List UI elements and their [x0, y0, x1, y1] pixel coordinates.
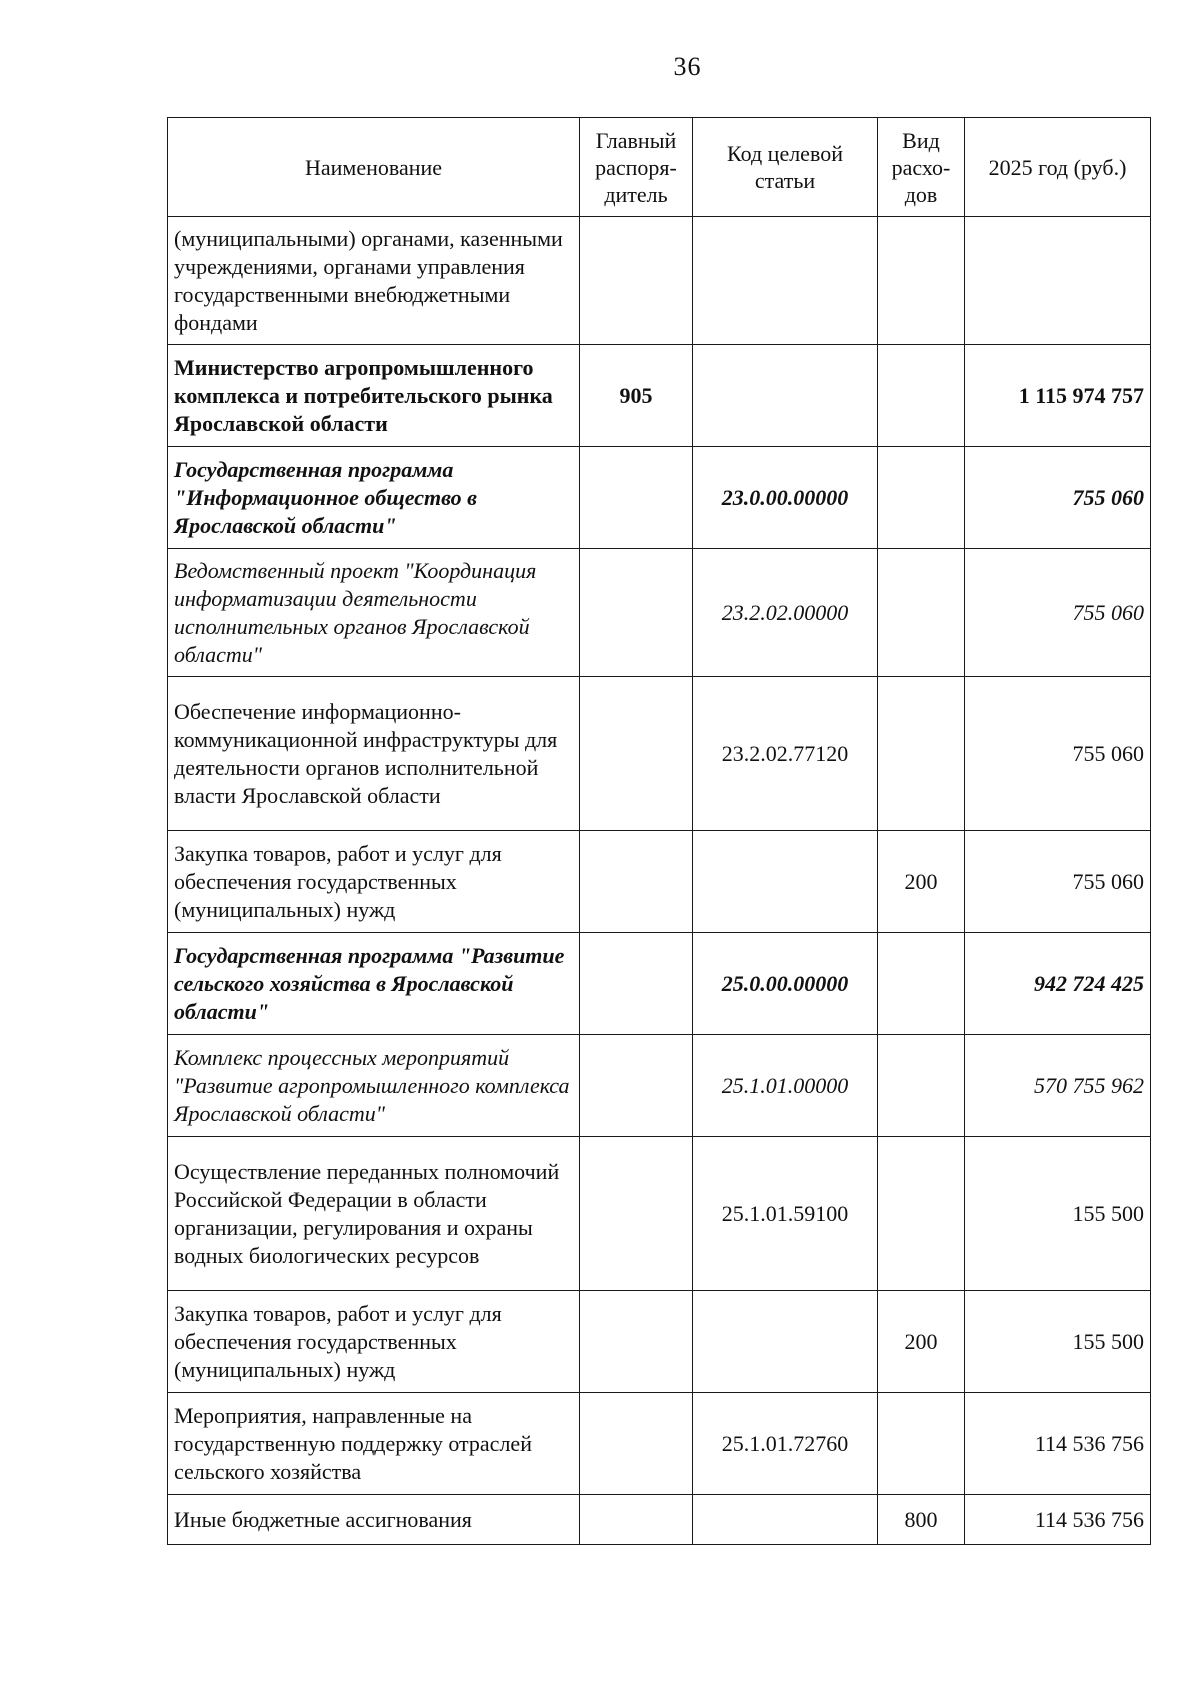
- cell-expense-type: 800: [878, 1495, 965, 1545]
- table-row: [168, 677, 1151, 831]
- cell-target-code: 25.1.01.00000: [693, 1035, 878, 1137]
- table-row: [168, 1495, 1151, 1545]
- cell-amount: 755 060: [965, 447, 1151, 549]
- cell-target-code: 25.1.01.72760: [693, 1393, 878, 1495]
- table-row: [168, 1291, 1151, 1393]
- cell-name: Комплекс процессных мероприятий "Развитие агропромышленного комплекса Ярославской области": [168, 1035, 580, 1137]
- cell-target-code: 23.0.00.00000: [693, 447, 878, 549]
- cell-expense-type: 200: [878, 1291, 965, 1393]
- cell-expense-type: [878, 677, 965, 831]
- table-row: [168, 345, 1151, 447]
- cell-expense-type: [878, 447, 965, 549]
- cell-expense-type: [878, 345, 965, 447]
- cell-target-code: 23.2.02.00000: [693, 549, 878, 677]
- cell-name: Мероприятия, направленные на государственную поддержку отраслей сельского хозяйства: [168, 1393, 580, 1495]
- cell-target-code: 25.1.01.59100: [693, 1137, 878, 1291]
- table-row: [168, 933, 1151, 1035]
- cell-chief-admin: [580, 677, 693, 831]
- table-row: [168, 1393, 1151, 1495]
- cell-target-code: [693, 217, 878, 345]
- cell-target-code: [693, 1495, 878, 1545]
- cell-target-code: [693, 1291, 878, 1393]
- cell-amount: 155 500: [965, 1137, 1151, 1291]
- cell-target-code: 23.2.02.77120: [693, 677, 878, 831]
- cell-amount: 114 536 756: [965, 1495, 1151, 1545]
- header-expense-type: Вид расхо-дов: [878, 118, 965, 217]
- table-header-row: [168, 118, 1151, 217]
- cell-chief-admin: [580, 447, 693, 549]
- cell-expense-type: [878, 1137, 965, 1291]
- cell-chief-admin: [580, 549, 693, 677]
- cell-amount: 1 115 974 757: [965, 345, 1151, 447]
- cell-name: Государственная программа "Информационное общество в Ярославской области": [168, 447, 580, 549]
- header-amount: 2025 год (руб.): [965, 118, 1151, 217]
- cell-chief-admin: [580, 1291, 693, 1393]
- header-target-code: Код целевой статьи: [693, 118, 878, 217]
- cell-target-code: 25.0.00.00000: [693, 933, 878, 1035]
- cell-chief-admin: [580, 1393, 693, 1495]
- cell-chief-admin: [580, 1137, 693, 1291]
- table-row: [168, 831, 1151, 933]
- table-row: [168, 217, 1151, 345]
- budget-table: [167, 117, 1151, 1545]
- cell-expense-type: [878, 1035, 965, 1137]
- cell-amount: 570 755 962: [965, 1035, 1151, 1137]
- cell-name: Обеспечение информационно-коммуникационной инфраструктуры для деятельности органов исполнительной власти Ярославской области: [168, 677, 580, 831]
- cell-chief-admin: [580, 831, 693, 933]
- cell-amount: 755 060: [965, 549, 1151, 677]
- cell-chief-admin: 905: [580, 345, 693, 447]
- table-row: [168, 447, 1151, 549]
- cell-amount: 114 536 756: [965, 1393, 1151, 1495]
- cell-name: Иные бюджетные ассигнования: [168, 1495, 580, 1545]
- cell-name: Министерство агропромышленного комплекса и потребительского рынка Ярославской области: [168, 345, 580, 447]
- cell-expense-type: [878, 933, 965, 1035]
- table-row: [168, 1035, 1151, 1137]
- cell-expense-type: [878, 549, 965, 677]
- cell-amount: 155 500: [965, 1291, 1151, 1393]
- cell-amount: 755 060: [965, 831, 1151, 933]
- cell-name: Ведомственный проект "Координация информатизации деятельности исполнительных органов Ярославской области": [168, 549, 580, 677]
- cell-chief-admin: [580, 217, 693, 345]
- header-name: Наименование: [168, 118, 580, 217]
- cell-amount: [965, 217, 1151, 345]
- cell-amount: 755 060: [965, 677, 1151, 831]
- cell-chief-admin: [580, 1035, 693, 1137]
- cell-name: (муниципальными) органами, казенными учреждениями, органами управления государственными внебюджетными фондами: [168, 217, 580, 345]
- page-number: 36: [673, 52, 702, 81]
- cell-target-code: [693, 345, 878, 447]
- cell-name: Осуществление переданных полномочий Российской Федерации в области организации, регулирования и охраны водных биологических ресурсов: [168, 1137, 580, 1291]
- table-row: [168, 549, 1151, 677]
- cell-expense-type: 200: [878, 831, 965, 933]
- header-chief-admin: Главный распоря-дитель: [580, 118, 693, 217]
- cell-amount: 942 724 425: [965, 933, 1151, 1035]
- cell-chief-admin: [580, 933, 693, 1035]
- cell-expense-type: [878, 1393, 965, 1495]
- table-body: [168, 217, 1151, 1545]
- cell-chief-admin: [580, 1495, 693, 1545]
- cell-expense-type: [878, 217, 965, 345]
- cell-target-code: [693, 831, 878, 933]
- cell-name: Государственная программа "Развитие сельского хозяйства в Ярославской области": [168, 933, 580, 1035]
- table-row: [168, 1137, 1151, 1291]
- cell-name: Закупка товаров, работ и услуг для обеспечения государственных (муниципальных) нужд: [168, 831, 580, 933]
- cell-name: Закупка товаров, работ и услуг для обеспечения государственных (муниципальных) нужд: [168, 1291, 580, 1393]
